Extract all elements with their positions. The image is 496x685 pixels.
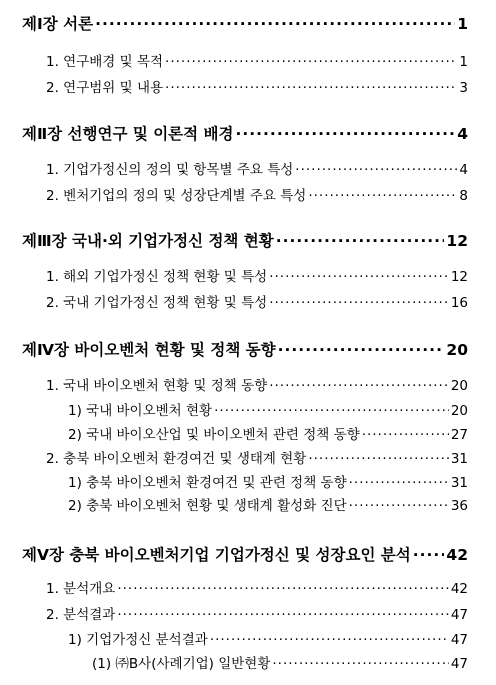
toc-item[interactable] — [46, 577, 468, 597]
page-number: 3 — [459, 80, 468, 96]
item-title: 1) 기업가정신 분석결과 — [68, 632, 208, 648]
toc-subitem[interactable] — [68, 423, 468, 443]
page-number: 8 — [459, 188, 468, 204]
dot-leader — [214, 403, 449, 419]
item-title: (1) ㈜B사(사례기업) 일반현황 — [92, 656, 271, 672]
item-title: 1. 연구배경 및 목적 — [46, 54, 164, 70]
item-title: 2. 분석결과 — [46, 607, 116, 623]
toc-chapter-5[interactable] — [22, 543, 468, 565]
chapter-title: 제Ⅳ장 바이오벤처 현황 및 정책 동향 — [22, 341, 276, 359]
toc-chapter-1[interactable] — [22, 12, 468, 34]
chapter-title: 제Ⅴ장 충북 바이오벤처기업 기업가정신 및 성장요인 분석 — [22, 546, 411, 564]
page-number: 42 — [450, 581, 468, 597]
toc-chapter-2[interactable] — [22, 122, 468, 144]
page-number: 42 — [446, 546, 468, 564]
dot-leader — [117, 607, 448, 623]
page-number: 20 — [450, 403, 468, 419]
page-number: 31 — [450, 451, 468, 467]
dot-leader — [269, 378, 449, 394]
item-title: 1. 기업가정신의 정의 및 항목별 주요 특성 — [46, 162, 294, 178]
item-title: 2. 충북 바이오벤처 환경여건 및 생태계 현황 — [46, 451, 307, 467]
dot-leader — [413, 546, 445, 564]
dot-leader — [210, 632, 449, 648]
toc-subitem[interactable] — [68, 494, 468, 514]
toc-item[interactable] — [46, 50, 468, 70]
dot-leader — [95, 15, 455, 33]
page-number: 1 — [459, 54, 468, 70]
page-number: 12 — [450, 269, 468, 285]
dot-leader — [272, 656, 448, 672]
dot-leader — [269, 269, 449, 285]
toc-chapter-4[interactable] — [22, 338, 468, 360]
dot-leader — [165, 54, 457, 70]
page-number: 12 — [446, 232, 468, 250]
page-number: 20 — [446, 341, 468, 359]
toc-item[interactable] — [46, 447, 468, 467]
toc-subitem[interactable] — [68, 471, 468, 491]
item-title: 1. 해외 기업가정신 정책 현황 및 특성 — [46, 269, 268, 285]
toc-item[interactable] — [46, 374, 468, 394]
dot-leader — [349, 475, 449, 491]
chapter-title: 제Ⅰ장 서론 — [22, 15, 94, 33]
item-title: 2. 벤처기업의 정의 및 성장단계별 주요 특성 — [46, 188, 307, 204]
toc-item[interactable] — [46, 265, 468, 285]
dot-leader — [349, 498, 449, 514]
toc-chapter-3[interactable] — [22, 229, 468, 251]
dot-leader — [165, 80, 457, 96]
item-title: 2) 충북 바이오벤처 현황 및 생태계 활성화 진단 — [68, 498, 347, 514]
page-number: 16 — [450, 295, 468, 311]
dot-leader — [308, 188, 457, 204]
item-title: 1) 충북 바이오벤처 환경여건 및 관련 정책 동향 — [68, 475, 347, 491]
dot-leader — [117, 581, 448, 597]
toc-item[interactable] — [46, 603, 468, 623]
page-number: 47 — [450, 607, 468, 623]
page-number: 47 — [450, 656, 468, 672]
dot-leader — [276, 232, 445, 250]
page-number: 4 — [457, 125, 468, 143]
chapter-title: 제Ⅲ장 국내·외 기업가정신 정책 현황 — [22, 232, 274, 250]
page-number: 47 — [450, 632, 468, 648]
toc-subsubitem[interactable] — [92, 652, 468, 672]
item-title: 2) 국내 바이오산업 및 바이오벤처 관련 정책 동향 — [68, 427, 360, 443]
page-number: 36 — [450, 498, 468, 514]
item-title: 2. 국내 기업가정신 정책 현황 및 특성 — [46, 295, 268, 311]
page-number: 20 — [450, 378, 468, 394]
dot-leader — [308, 451, 448, 467]
dot-leader — [295, 162, 457, 178]
item-title: 1) 국내 바이오벤처 현황 — [68, 403, 213, 419]
dot-leader — [362, 427, 449, 443]
toc-item[interactable] — [46, 76, 468, 96]
dot-leader — [235, 125, 455, 143]
toc-subitem[interactable] — [68, 628, 468, 648]
page-number: 1 — [457, 15, 468, 33]
page-number: 4 — [459, 162, 468, 178]
chapter-title: 제Ⅱ장 선행연구 및 이론적 배경 — [22, 125, 234, 143]
page-number: 31 — [450, 475, 468, 491]
dot-leader — [278, 341, 445, 359]
item-title: 2. 연구범위 및 내용 — [46, 80, 164, 96]
toc-item[interactable] — [46, 184, 468, 204]
dot-leader — [269, 295, 449, 311]
page-number: 27 — [450, 427, 468, 443]
item-title: 1. 국내 바이오벤처 현황 및 정책 동향 — [46, 378, 268, 394]
item-title: 1. 분석개요 — [46, 581, 116, 597]
toc-item[interactable] — [46, 158, 468, 178]
toc-subitem[interactable] — [68, 399, 468, 419]
toc-item[interactable] — [46, 291, 468, 311]
